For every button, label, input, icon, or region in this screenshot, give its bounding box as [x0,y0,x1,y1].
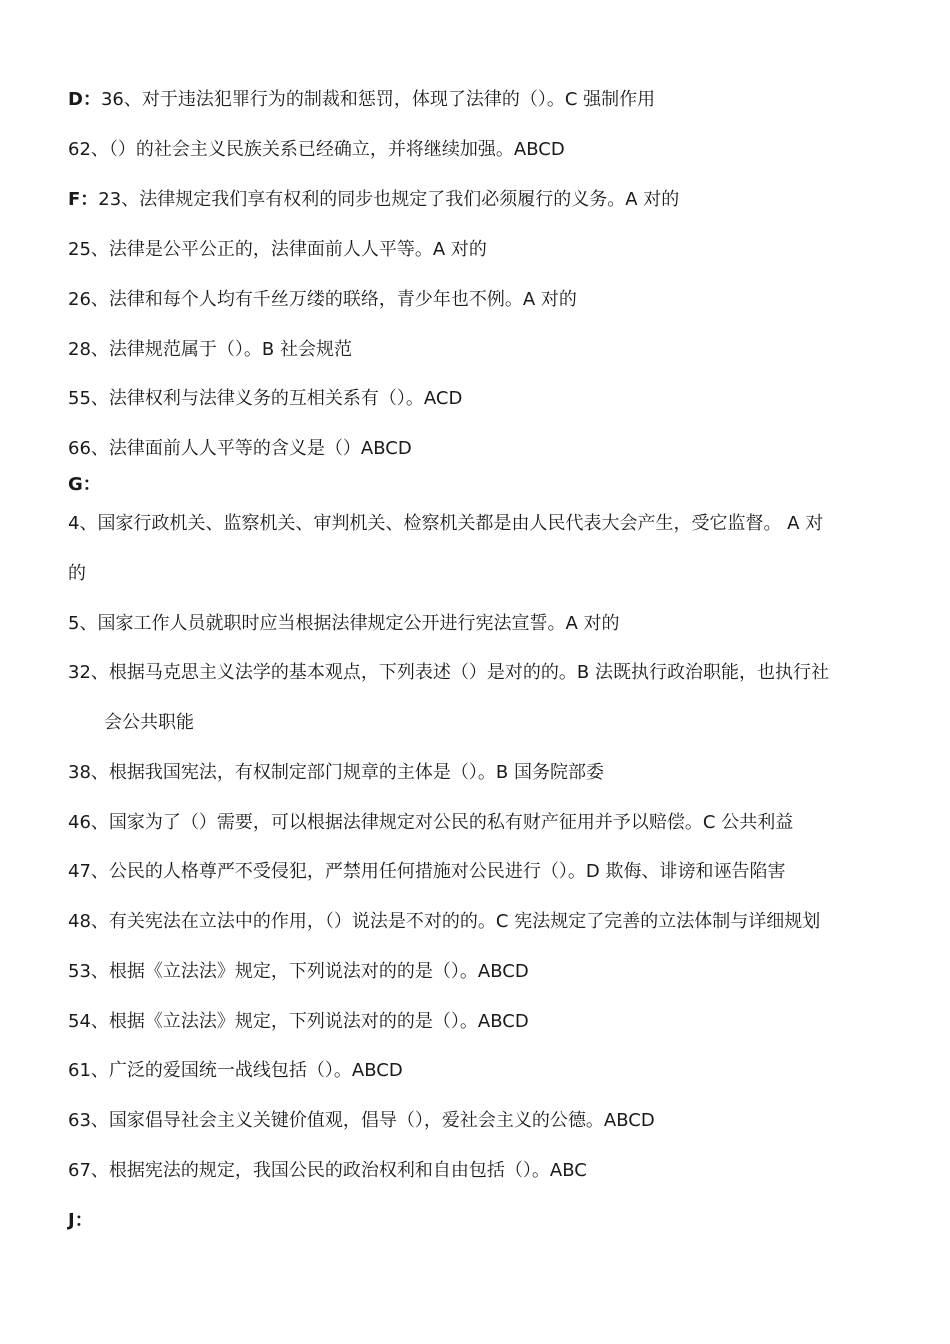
question-text: 38、根据我国宪法，有权制定部门规章的主体是（）。B 国务院部委 [68,762,604,783]
question-line-continuation [104,711,924,735]
question-line-continuation [68,562,888,586]
question-text: 54、根据《立法法》规定，下列说法对的的是（）。ABCD [68,1011,529,1032]
question-line [68,860,888,884]
question-line [68,387,888,411]
question-text: 36、对于违法犯罪行为的制裁和惩罚，体现了法律的（）。C 强制作用 [100,89,656,110]
question-line [68,960,888,984]
question-text: 23、法律规定我们享有权利的同步也规定了我们必须履行的义务。A 对的 [98,189,680,210]
question-text: 63、国家倡导社会主义关键价值观，倡导（），爱社会主义的公德。ABCD [68,1110,655,1131]
question-line [68,512,888,536]
question-line [68,138,888,162]
question-line [68,761,888,785]
question-text: 5、国家工作人员就职时应当根据法律规定公开进行宪法宣誓。A 对的 [68,613,620,634]
question-text: 66、法律面前人人平等的含义是（）ABCD [68,438,412,459]
question-text: 55、法律权利与法律义务的互相关系有（）。ACD [68,388,463,409]
question-text: 47、公民的人格尊严不受侵犯，严禁用任何措施对公民进行（）。D 欺侮、诽谤和诬告陷害 [68,861,786,882]
question-text: 48、有关宪法在立法中的作用，（）说法是不对的的。C 宪法规定了完善的立法体制与详细规划 [68,911,821,932]
question-text: 25、法律是公平公正的，法律面前人人平等。A 对的 [68,239,487,260]
question-line [68,910,888,934]
question-line [68,1010,888,1034]
question-text: 61、广泛的爱国统一战线包括（）。ABCD [68,1060,403,1081]
question-line [68,661,888,685]
question-text: 26、法律和每个人均有千丝万缕的联络，青少年也不例。A 对的 [68,289,577,310]
question-text: 的 [68,563,86,584]
question-line [68,437,888,461]
question-text: 4、国家行政机关、监察机关、审判机关、检察机关都是由人民代表大会产生，受它监督。 A 对 [68,513,824,534]
question-line [68,288,888,312]
question-line [68,338,888,362]
section-heading-j: J： [68,1210,93,1231]
question-line [68,1059,888,1083]
question-text: 46、国家为了（）需要，可以根据法律规定对公民的私有财产征用并予以赔偿。C 公共利益 [68,812,794,833]
question-line [68,612,888,636]
question-line [68,238,888,262]
question-text: 28、法律规范属于（）。B 社会规范 [68,339,352,360]
section-letter-f: F： [68,189,99,210]
question-line [68,811,888,835]
question-text: 67、根据宪法的规定，我国公民的政治权利和自由包括（）。ABC [68,1160,587,1181]
question-text: 53、根据《立法法》规定，下列说法对的的是（）。ABCD [68,961,529,982]
question-line [68,1159,888,1183]
question-line [68,88,888,112]
section-letter-d: D： [68,89,101,110]
question-text: 32、根据马克思主义法学的基本观点，下列表述（）是对的的。B 法既执行政治职能，也执行社 [68,662,829,683]
question-line [68,188,888,212]
question-line [68,1109,888,1133]
question-text: 会公共职能 [104,712,194,733]
section-heading-g: G： [68,474,101,495]
question-text: 62、（）的社会主义民族关系已经确立，并将继续加强。ABCD [68,139,565,160]
